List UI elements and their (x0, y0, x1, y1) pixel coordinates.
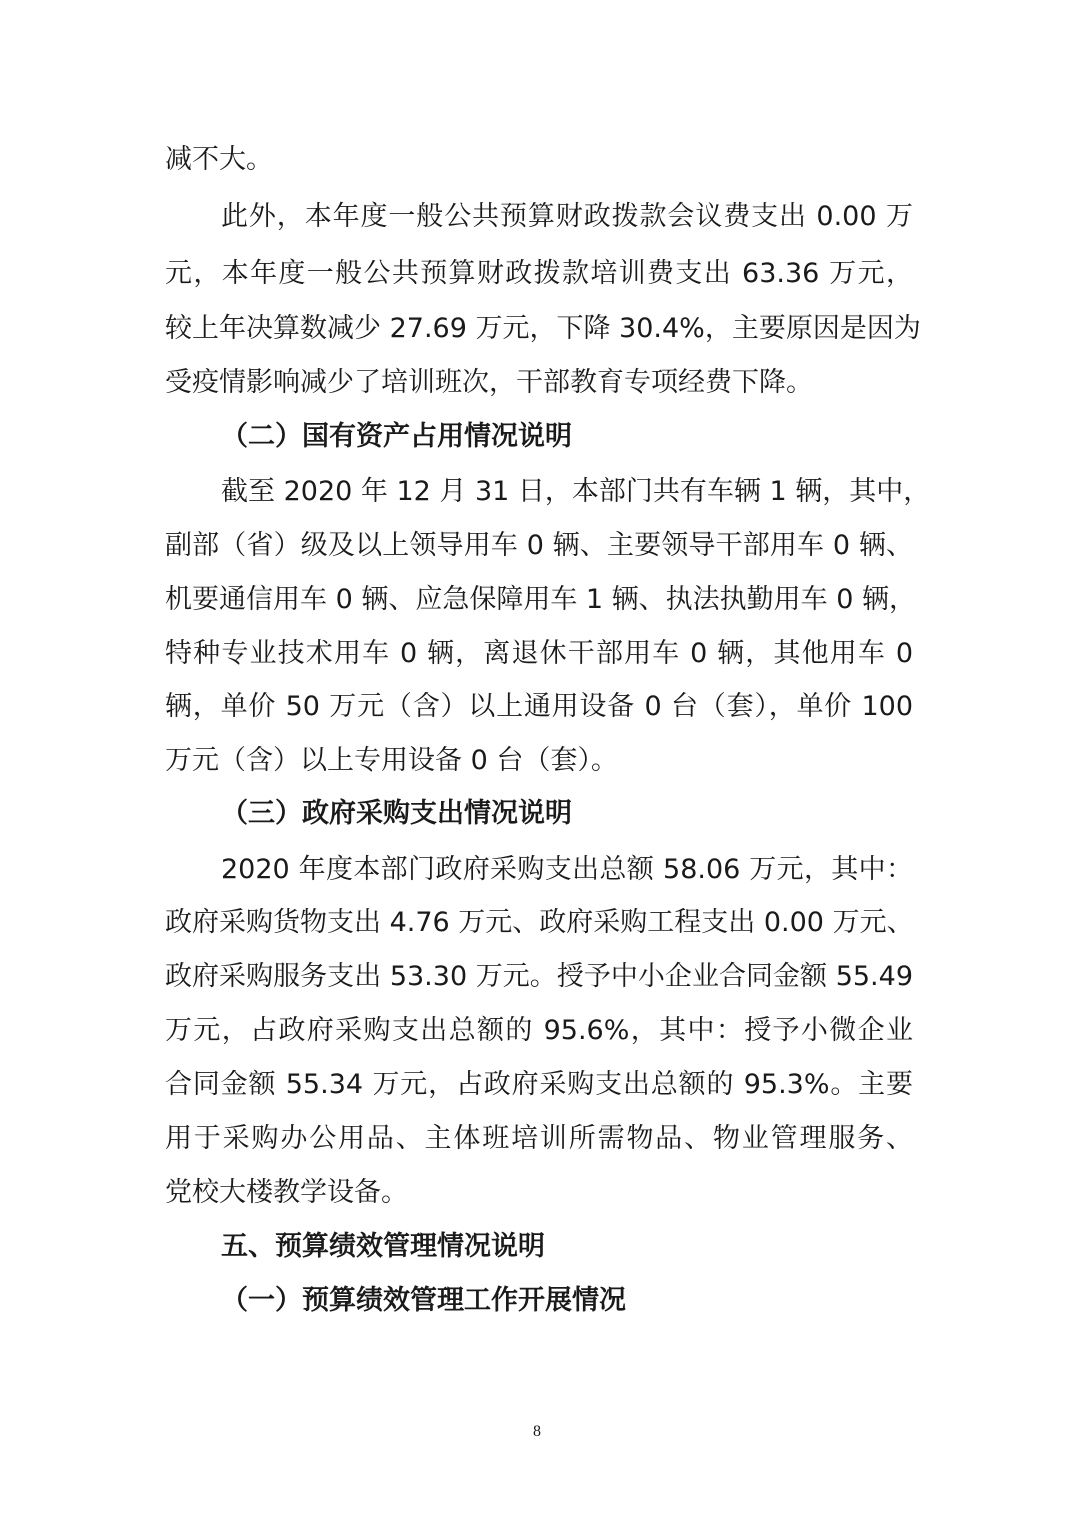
paragraph-line: 受疫情影响减少了培训班次，干部教育专项经费下降。 (165, 367, 813, 398)
paragraph-line: 副部（省）级及以上领导用车 0 辆、主要领导干部用车 0 辆、 (165, 530, 913, 561)
paragraph-line: 特种专业技术用车 0 辆，离退休干部用车 0 辆，其他用车 0 (165, 638, 913, 669)
section-heading: （三）政府采购支出情况说明 (221, 798, 572, 829)
page-number: 8 (533, 1423, 541, 1440)
paragraph-line: 辆，单价 50 万元（含）以上通用设备 0 台（套），单价 100 (165, 691, 913, 722)
paragraph-line: 此外，本年度一般公共预算财政拨款会议费支出 0.00 万 (221, 201, 913, 232)
paragraph-line: 合同金额 55.34 万元，占政府采购支出总额的 95.3%。主要 (165, 1069, 913, 1100)
paragraph-line: 机要通信用车 0 辆、应急保障用车 1 辆、执法执勤用车 0 辆， (165, 584, 917, 615)
section-heading: （二）国有资产占用情况说明 (221, 421, 572, 452)
paragraph-line: 政府采购服务支出 53.30 万元。授予中小企业合同金额 55.49 (165, 961, 913, 992)
paragraph-line: 2020 年度本部门政府采购支出总额 58.06 万元，其中： (221, 854, 913, 885)
paragraph-line: 万元（含）以上专用设备 0 台（套）。 (165, 745, 618, 776)
paragraph-line: 减不大。 (165, 144, 273, 175)
paragraph-line: 元，本年度一般公共预算财政拨款培训费支出 63.36 万元， (165, 258, 913, 289)
paragraph-line: 万元，占政府采购支出总额的 95.6%，其中：授予小微企业 (165, 1015, 913, 1046)
paragraph-line: 较上年决算数减少 27.69 万元，下降 30.4%，主要原因是因为 (165, 313, 921, 344)
paragraph-line: 用于采购办公用品、主体班培训所需物品、物业管理服务、 (165, 1123, 913, 1154)
subsection-heading: （一）预算绩效管理工作开展情况 (221, 1285, 626, 1316)
paragraph-line: 政府采购货物支出 4.76 万元、政府采购工程支出 0.00 万元、 (165, 907, 914, 938)
section-heading: 五、预算绩效管理情况说明 (221, 1231, 545, 1262)
paragraph-line: 截至 2020 年 12 月 31 日，本部门共有车辆 1 辆，其中， (221, 476, 931, 507)
paragraph-line: 党校大楼教学设备。 (165, 1177, 408, 1208)
